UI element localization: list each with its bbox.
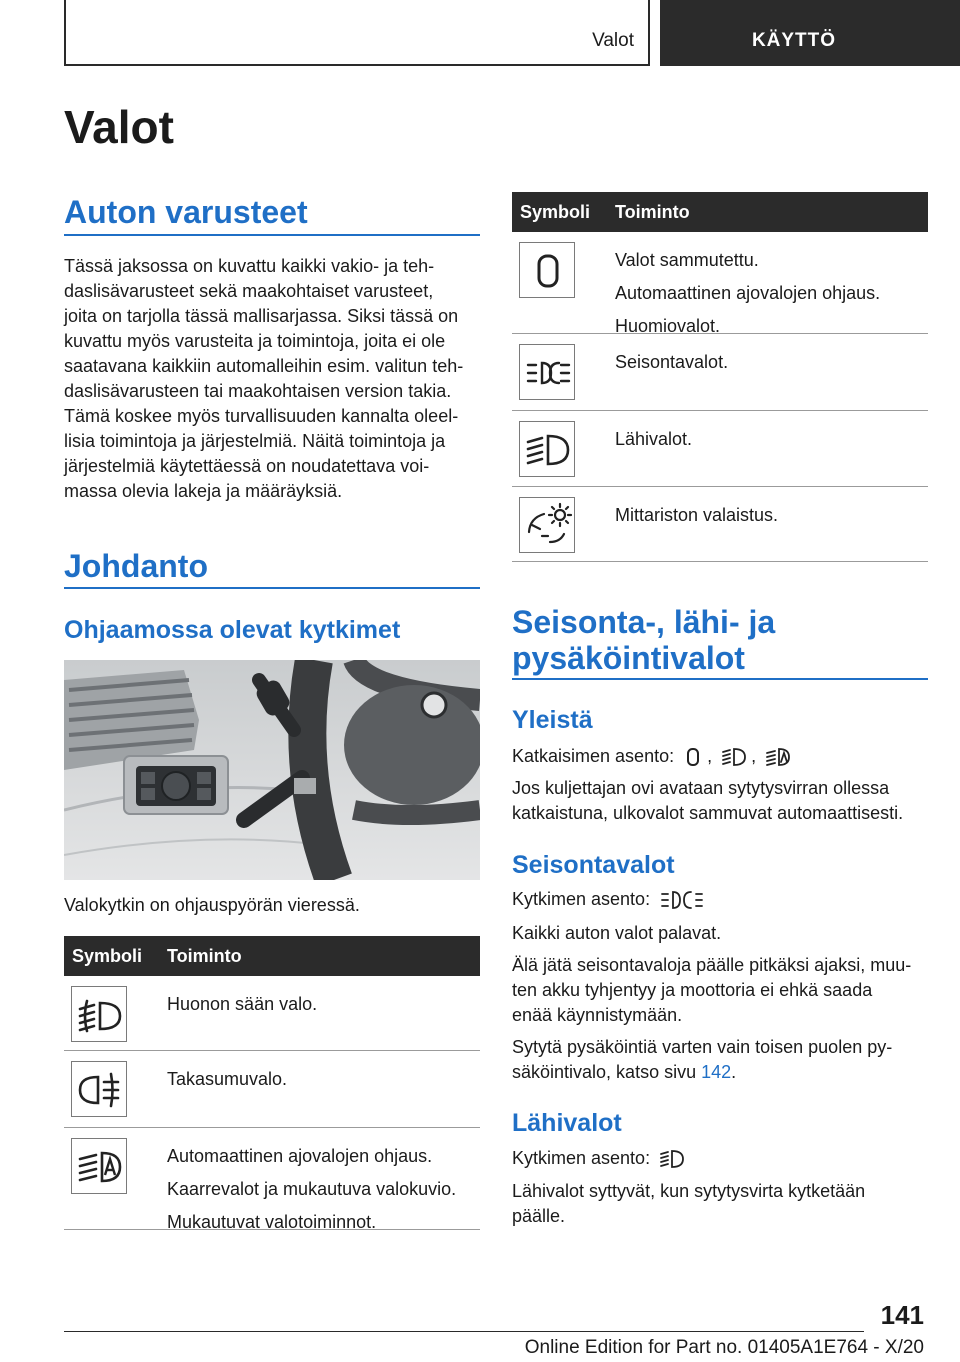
parking-paragraph-1: Kaikki auton valot palavat.	[512, 923, 722, 943]
heading-parking-lights: Seisontavalot	[512, 851, 675, 879]
parking-paragraph-3: Sytytä pysäköintiä varten vain toisen puolen py- säköintivalo, katso sivu 142.	[512, 1037, 893, 1082]
page-reference-link[interactable]: 142	[701, 1062, 732, 1082]
low-beam-icon	[520, 422, 576, 478]
footer-edition: Online Edition for Part no. 01405A1E764 - X/20	[524, 1337, 924, 1358]
switch-position-label: Katkaisimen asento:	[512, 746, 675, 766]
low-beam-icon	[659, 1148, 685, 1170]
header-section-title: Valot	[592, 30, 634, 51]
function-cell: Mittariston valaistus.	[615, 505, 779, 525]
low-beam-paragraph: Lähivalot syttyvät, kun sytytysvirta kytketään päälle.	[512, 1181, 866, 1226]
table-row	[512, 411, 928, 487]
function-cell: Takasumuvalo.	[167, 1069, 288, 1089]
column-header-symbol: Symboli	[520, 202, 591, 222]
lights-off-zero-icon	[520, 243, 576, 299]
photo-caption: Valokytkin on ohjauspyörän vieressä.	[64, 895, 360, 915]
table-row	[512, 487, 928, 562]
parking-paragraph-2: Älä jätä seisontavaloja päälle pitkäksi ajaksi, muu- ten akku tyhjentyy ja moottoria ei ehkä saada enää käynnistymään.	[512, 955, 912, 1025]
footer-rule	[64, 1331, 864, 1332]
header-chapter-tab	[660, 0, 960, 66]
low-beam-switch-line	[512, 1146, 928, 1171]
column-header-function: Toiminto	[615, 202, 690, 222]
switch-position-label: Kytkimen asento:	[512, 889, 651, 909]
function-cell: Automaattinen ajovalojen ohjaus. Kaarrevalot ja mukautuva valokuvio. Mukautuvat valotoiminnot.	[167, 1146, 457, 1232]
auto-headlight-icon	[72, 1139, 128, 1195]
table-header	[512, 192, 928, 232]
heading-rule	[64, 234, 480, 236]
instrument-lighting-icon	[520, 498, 576, 554]
cockpit-photo	[64, 660, 480, 880]
rear-fog-light-icon	[72, 1062, 128, 1118]
page-title: Valot	[64, 101, 174, 153]
switch-position-label: Kytkimen asento:	[512, 1148, 651, 1168]
parking-light-icon	[659, 889, 705, 911]
heading-low-beam: Lähivalot	[512, 1109, 622, 1137]
parking-switch-line	[512, 887, 928, 912]
page-number: 141	[880, 1300, 924, 1330]
front-fog-light-icon	[72, 987, 128, 1043]
heading-rule	[64, 587, 480, 589]
symbol-cell	[71, 986, 127, 1042]
symbol-cell	[519, 497, 575, 553]
cockpit-illustration	[64, 660, 480, 880]
function-cell: Valot sammutettu. Automaattinen ajovalojen ohjaus. Huomiovalot.	[615, 250, 881, 336]
left-symbol-table	[64, 936, 480, 1230]
switch-position-line: Katkaisimen asento: , ,	[512, 744, 928, 769]
column-header-symbol: Symboli	[72, 946, 143, 966]
heading-rule	[512, 678, 928, 680]
low-beam-icon	[721, 746, 747, 768]
auto-headlight-icon	[765, 746, 791, 768]
function-cell: Lähivalot.	[615, 429, 693, 449]
equipment-paragraph: Tässä jaksossa on kuvattu kaikki vakio- ja teh- daslisävarusteet sekä maakohtaiset varusteet, joita on tarjolla tässä mallisarjassa. Siksi tässä on kuvattu myös varusteita ja toimintoja, joita ei ole saatavana kaikkiin automalleihin esim. valitun teh- daslisävarusteen tai maakohtaisen version takia. Tämä koskee myös turvallisuuden kannalta oleel- lisia toimintoja ja järjestelmiä. Näitä toimintoja ja järjestelmiä käytettäessä on noudatettava voi- massa olevia lakeja ja määräyksiä.	[64, 256, 464, 501]
table-row	[64, 1051, 480, 1128]
table-row	[512, 334, 928, 411]
heading-lights-section: Seisonta-, lähi- ja pysäköintivalot	[512, 604, 776, 676]
symbol-cell	[71, 1138, 127, 1194]
function-cell: Seisontavalot.	[615, 352, 729, 372]
table-row	[512, 232, 928, 334]
heading-general: Yleistä	[512, 706, 593, 734]
heading-intro: Johdanto	[64, 548, 208, 584]
column-header-function: Toiminto	[167, 946, 242, 966]
lights-off-zero-icon	[683, 746, 703, 768]
symbol-cell	[519, 421, 575, 477]
symbol-cell	[519, 242, 575, 298]
heading-equipment: Auton varusteet	[64, 194, 308, 230]
right-symbol-table	[512, 192, 928, 562]
symbol-cell	[519, 344, 575, 400]
table-header	[64, 936, 480, 976]
heading-controls: Ohjaamossa olevat kytkimet	[64, 616, 401, 644]
parking-light-icon	[520, 345, 576, 401]
general-paragraph: Jos kuljettajan ovi avataan sytytysvirran ollessa katkaistuna, ulkovalot sammuvat automaattisesti.	[512, 778, 904, 823]
table-row	[64, 1128, 480, 1230]
function-cell: Huonon sään valo.	[167, 994, 318, 1014]
table-row	[64, 976, 480, 1051]
header-chapter-title: KÄYTTÖ	[751, 30, 837, 51]
symbol-cell	[71, 1061, 127, 1117]
header-section-tab	[64, 0, 650, 66]
